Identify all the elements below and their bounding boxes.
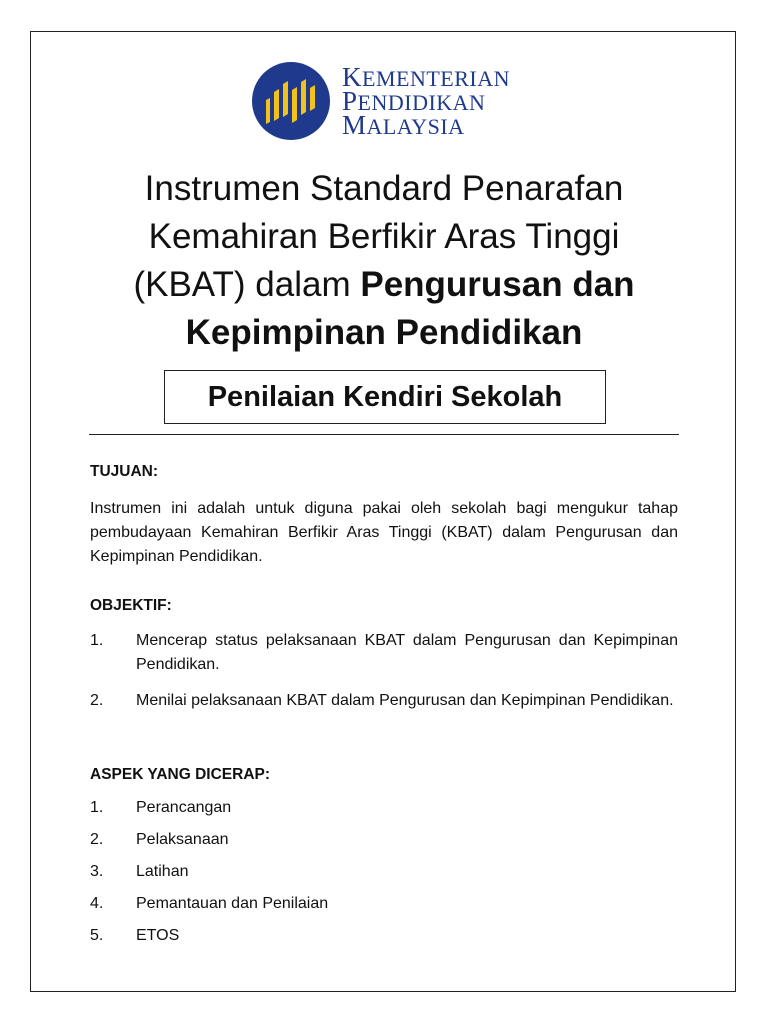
list-item: 3. Latihan bbox=[90, 863, 189, 880]
ministry-logo bbox=[252, 62, 522, 140]
list-item: 5. ETOS bbox=[90, 927, 180, 944]
aspek-heading: ASPEK YANG DICERAP: bbox=[90, 766, 271, 783]
document-title bbox=[60, 165, 708, 357]
aspek-list bbox=[90, 796, 678, 948]
subtitle-box: Penilaian Kendiri Sekolah bbox=[164, 370, 606, 424]
list-item: 4. Pemantauan dan Penilaian bbox=[90, 895, 329, 912]
objektif-section bbox=[90, 597, 678, 713]
aspek-section bbox=[90, 766, 678, 948]
title-line-2: Kemahiran Berfikir Aras Tinggi bbox=[148, 217, 620, 256]
list-item: 2. Pelaksanaan bbox=[90, 831, 229, 848]
title-line-3: (KBAT) dalam Pengurusan dan bbox=[133, 265, 635, 304]
title-line-4: Kepimpinan Pendidikan bbox=[185, 313, 583, 352]
title-line-1: Instrumen Standard Penarafan bbox=[144, 169, 624, 208]
list-item: 1. Perancangan bbox=[90, 799, 232, 816]
tujuan-section bbox=[90, 463, 678, 569]
tujuan-heading: TUJUAN: bbox=[90, 463, 159, 480]
list-item: 2. Menilai pelaksanaan KBAT dalam Pengurusan dan Kepimpinan Pendidikan. bbox=[90, 692, 674, 709]
ministry-name: KEMENTERIAN PENDIDIKAN MALAYSIA bbox=[342, 62, 510, 140]
ministry-emblem-icon bbox=[252, 62, 330, 140]
objektif-list bbox=[90, 629, 678, 713]
tujuan-text: Instrumen ini adalah untuk diguna pakai oleh sekolah bagi mengukur tahap pembudayaan Kemahiran Berfikir Aras Tinggi (KBAT) dalam Pengurusan dan Kepimpinan Pendidikan. bbox=[90, 500, 678, 565]
divider bbox=[89, 434, 679, 435]
list-item: 1. Mencerap status pelaksanaan KBAT dalam Pengurusan dan Kepimpinan Pendidikan. bbox=[90, 632, 678, 673]
objektif-heading: OBJEKTIF: bbox=[90, 597, 172, 614]
